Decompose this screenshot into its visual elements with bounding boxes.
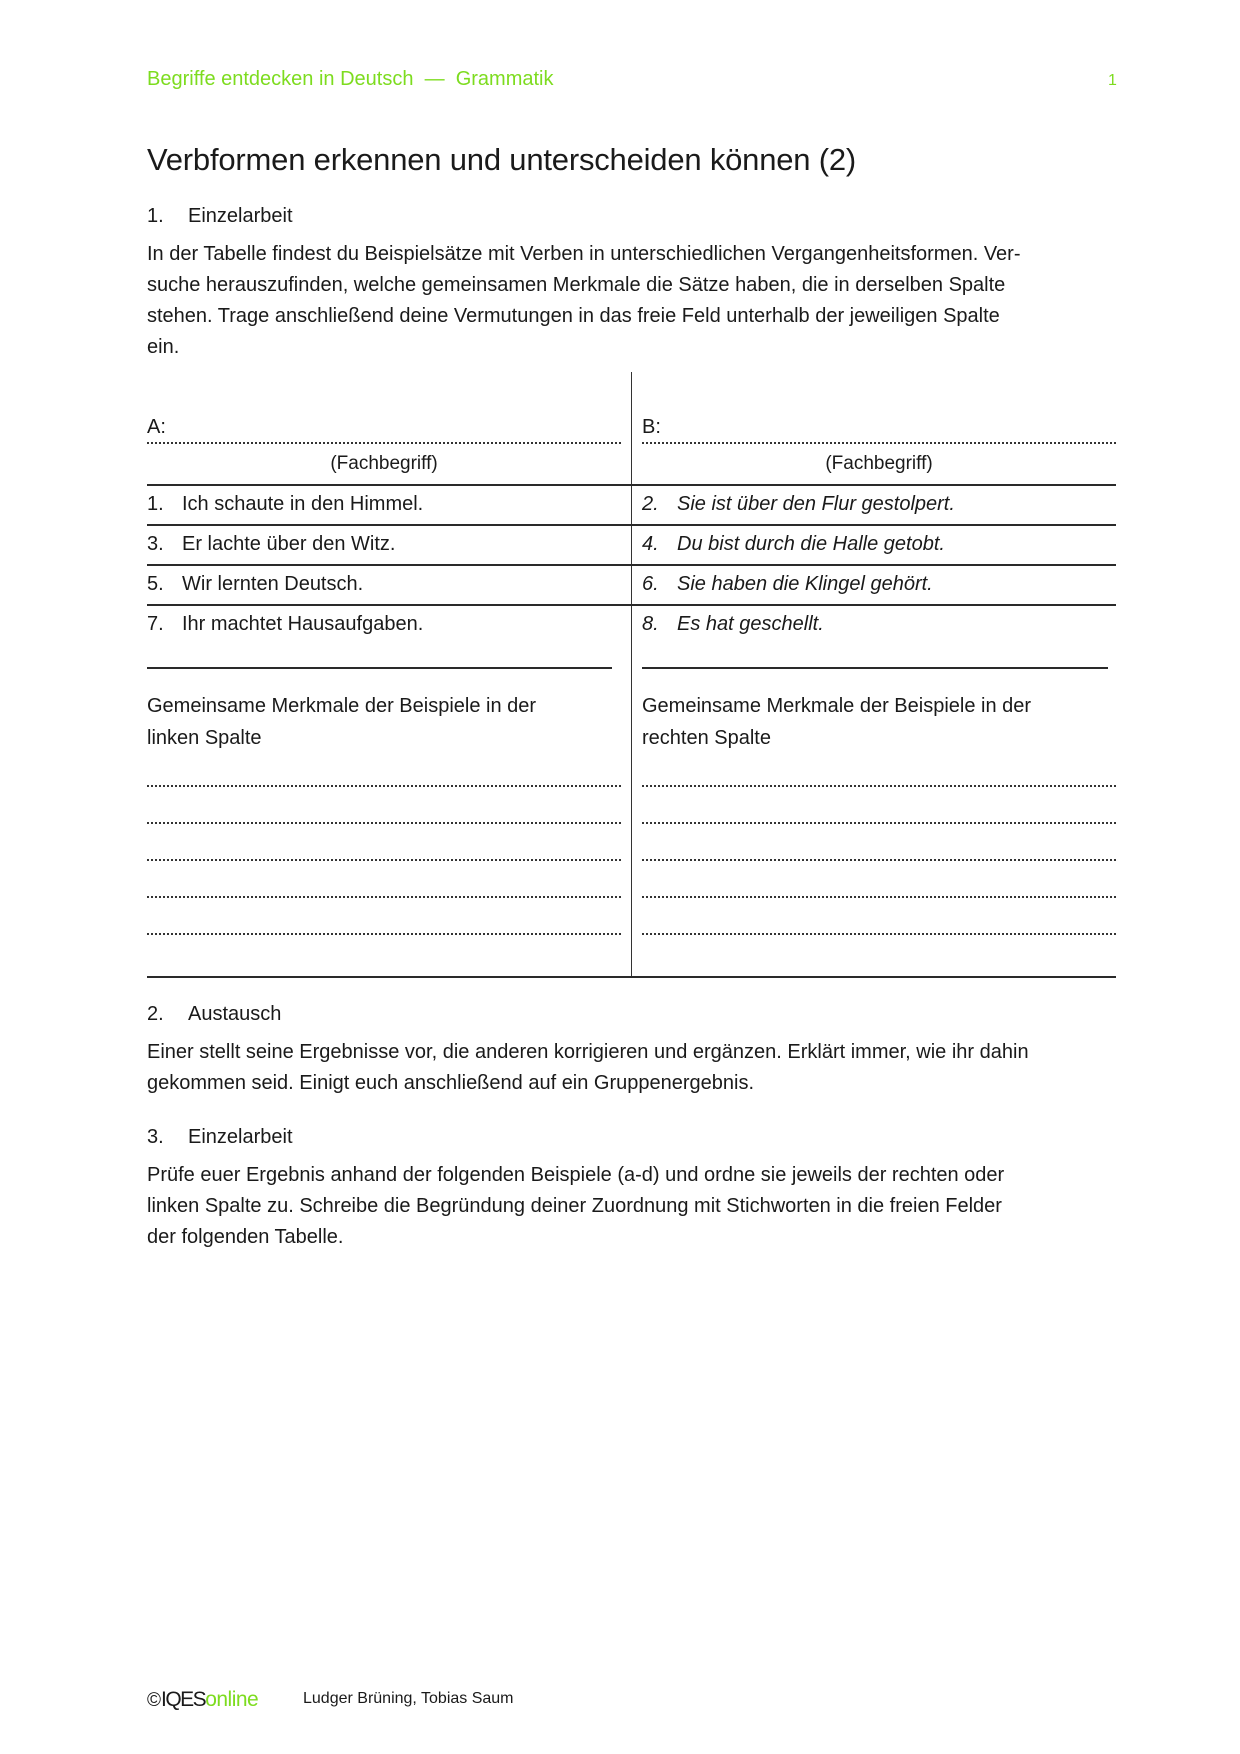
example-sentence: Es hat geschellt. [677, 613, 824, 635]
section-3-text [147, 1160, 1117, 1253]
example-sentence: Wir lernten Deutsch. [182, 573, 364, 595]
section-title: Einzelarbeit [188, 205, 293, 227]
example-sentence: Sie ist über den Flur gestolpert. [677, 493, 955, 515]
section-title: Austausch [188, 1003, 282, 1025]
text-line: gekommen seid. Einigt euch anschließend auf ein Gruppenergebnis. [147, 1072, 755, 1094]
table-row: 7. Ihr machtet Hausaufgaben. [147, 613, 424, 635]
right-answer-line[interactable] [642, 785, 1116, 787]
section-title: Einzelarbeit [188, 1126, 293, 1148]
section-1-text [147, 239, 1117, 363]
series-title: Begriffe entdecken in Deutsch [147, 68, 414, 90]
column-a-term-hint: (Fachbegriff) [330, 453, 438, 474]
column-b-term-hint: (Fachbegriff) [825, 453, 933, 474]
section-number: 1. [147, 205, 164, 227]
column-divider [631, 372, 632, 978]
page-title: Verbformen erkennen und unterscheiden können (2) [147, 142, 857, 177]
section-1-heading [147, 205, 293, 228]
example-sentence: Du bist durch die Halle getobt. [677, 533, 945, 555]
running-header [147, 68, 554, 91]
example-sentence: Ihr machtet Hausaufgaben. [182, 613, 424, 635]
example-sentence: Sie haben die Klingel gehört. [677, 573, 933, 595]
header-separator: — [424, 68, 445, 90]
right-answer-line[interactable] [642, 896, 1116, 898]
left-answer-line[interactable] [147, 896, 621, 898]
column-a-term-field[interactable] [147, 442, 621, 444]
text-line: suche herauszufinden, welche gemeinsamen Merkmale die Sätze haben, die in derselben Spalte [147, 274, 1006, 296]
right-features-heading: Gemeinsame Merkmale der Beispiele in der rechten Spalte [642, 695, 1032, 749]
table-row: 6. Sie haben die Klingel gehört. [642, 573, 933, 595]
right-answer-line[interactable] [642, 859, 1116, 861]
left-answer-line[interactable] [147, 785, 621, 787]
subject-title: Grammatik [455, 68, 554, 90]
text-line: stehen. Trage anschließend deine Vermutungen in das freie Feld unterhalb der jeweiligen Spalte [147, 305, 1000, 327]
table-rule [147, 524, 1116, 526]
left-features-heading: Gemeinsame Merkmale der Beispiele in der linken Spalte [147, 695, 537, 749]
table-rule [147, 484, 1116, 486]
table-row: 4. Du bist durch die Halle getobt. [642, 533, 945, 555]
copyright-symbol: © [147, 1690, 161, 1711]
table-bottom-rule [147, 976, 1116, 978]
example-sentence: Ich schaute in den Himmel. [182, 493, 424, 515]
table-row: 1. Ich schaute in den Himmel. [147, 493, 424, 515]
column-b-label: B: [642, 416, 661, 438]
table-row: 2. Sie ist über den Flur gestolpert. [642, 493, 955, 515]
left-answer-line[interactable] [147, 822, 621, 824]
section-number: 2. [147, 1003, 164, 1025]
section-2-text [147, 1037, 1117, 1099]
separator-line [147, 667, 612, 669]
footer-logo [147, 1688, 258, 1712]
section-2-heading [147, 1003, 281, 1026]
table-row: 8. Es hat geschellt. [642, 613, 824, 635]
table-rule [147, 564, 1116, 566]
table-row: 5. Wir lernten Deutsch. [147, 573, 364, 595]
text-line: Einer stellt seine Ergebnisse vor, die anderen korrigieren und ergänzen. Erklärt immer, wie ihr dahin [147, 1041, 1029, 1063]
table-row: 3. Er lachte über den Witz. [147, 533, 396, 555]
text-line: linken Spalte zu. Schreibe die Begründung deiner Zuordnung mit Stichworten in die freien Felder [147, 1195, 1002, 1217]
table-rule [147, 604, 1116, 606]
right-answer-line[interactable] [642, 933, 1116, 935]
footer-authors: Ludger Brüning, Tobias Saum [303, 1690, 514, 1707]
column-a-label: A: [147, 416, 166, 438]
right-answer-line[interactable] [642, 822, 1116, 824]
section-3-heading [147, 1126, 293, 1149]
left-answer-line[interactable] [147, 933, 621, 935]
column-b-term-field[interactable] [642, 442, 1116, 444]
example-sentence: Er lachte über den Witz. [182, 533, 396, 555]
text-line: In der Tabelle findest du Beispielsätze mit Verben in unterschiedlichen Vergangenheitsformen. Ver- [147, 243, 1021, 265]
text-line: ein. [147, 336, 180, 358]
text-line: der folgenden Tabelle. [147, 1226, 344, 1248]
left-answer-line[interactable] [147, 859, 621, 861]
logo-online: online [205, 1688, 259, 1711]
logo-iqes: IQES [161, 1688, 206, 1711]
page-number: 1 [1108, 72, 1117, 89]
section-number: 3. [147, 1126, 164, 1148]
separator-line [642, 667, 1108, 669]
text-line: Prüfe euer Ergebnis anhand der folgenden Beispiele (a-d) und ordne sie jeweils der rechten oder [147, 1164, 1005, 1186]
